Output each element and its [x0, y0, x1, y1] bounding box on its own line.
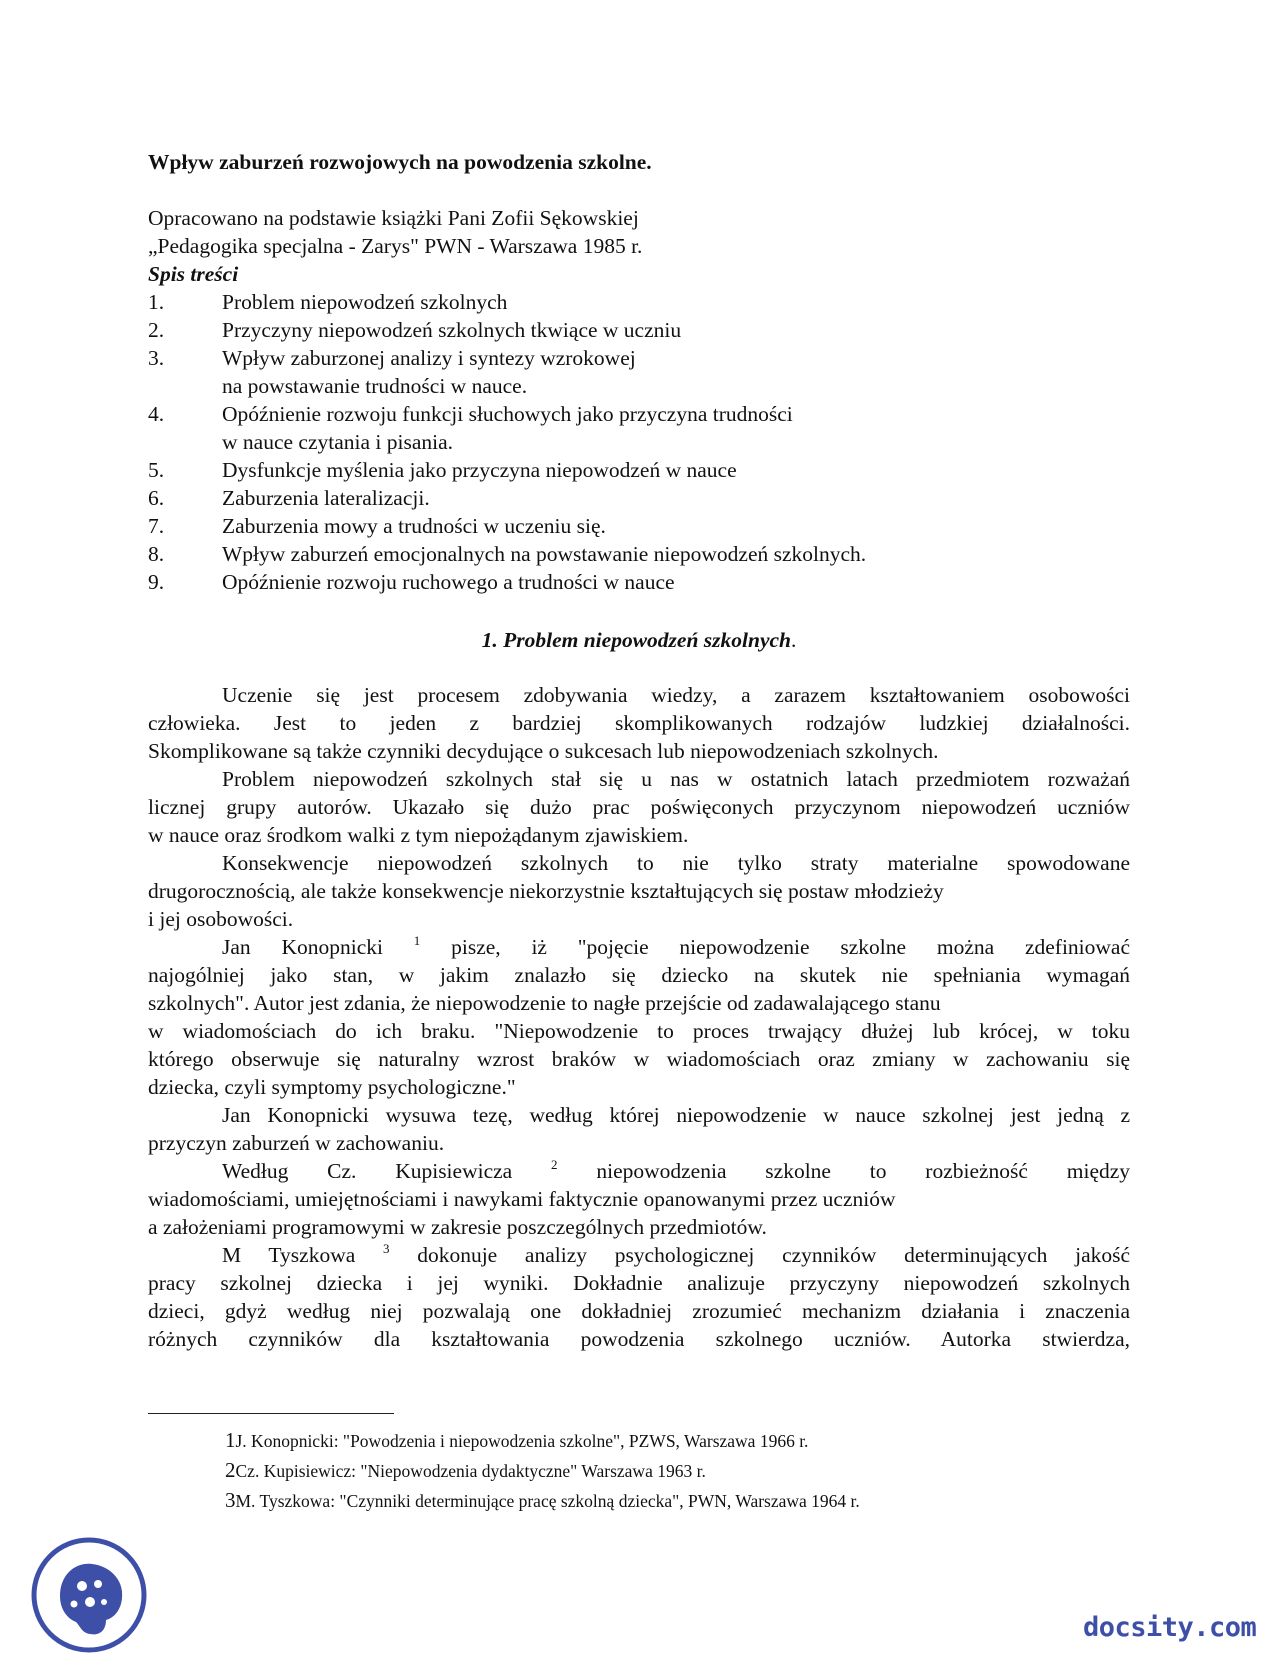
paragraph-line: człowieka. Jest to jeden z bardziej skomplikowanych rodzajów ludzkiej działalności. — [148, 711, 1130, 735]
paragraph — [148, 849, 1130, 933]
toc-item-number: 1. — [148, 290, 165, 314]
toc-item — [148, 456, 1130, 484]
paragraph — [148, 1157, 1130, 1241]
toc-item-line: w nauce czytania i pisania. — [222, 430, 454, 454]
footnote — [225, 1486, 860, 1516]
document-body — [148, 148, 1130, 1353]
table-of-contents — [148, 288, 1130, 596]
paragraph-line: przyczyn zaburzeń w zachowaniu. — [148, 1131, 445, 1155]
toc-item-number: 2. — [148, 318, 165, 342]
paragraph-line: Jan Konopnicki wysuwa tezę, według której niepowodzenie w nauce szkolnej jest jedną z — [222, 1103, 1130, 1127]
section-body — [148, 681, 1130, 1353]
docsity-watermark: docsity.com — [1083, 1612, 1257, 1643]
footnote — [225, 1426, 860, 1456]
paragraph-line: licznej grupy autorów. Ukazało się dużo prac poświęconych przyczynom niepowodzeń uczniów — [148, 795, 1130, 819]
footnote-number: 2 — [225, 1458, 236, 1482]
paragraph-line: wiadomościami, umiejętnościami i nawykami faktycznie opanowanymi przez uczniów — [148, 1187, 896, 1211]
toc-item-number: 7. — [148, 514, 165, 538]
paragraph-line: szkolnych". Autor jest zdania, że niepowodzenie to nagłe przejście od zadawalającego stanu — [148, 991, 941, 1015]
paragraph-line: różnych czynników dla kształtowania powodzenia szkolnego uczniów. Autorka stwierdza, — [148, 1327, 1130, 1351]
paragraph-line: którego obserwuje się naturalny wzrost braków w wiadomościach oraz zmiany w zachowaniu się — [148, 1047, 1130, 1071]
toc-item-label — [222, 540, 1130, 568]
paragraph-line-start: Według Cz. Kupisiewicza — [222, 1159, 513, 1183]
paragraph-line: pracy szkolnej dziecka i jej wyniki. Dokładnie analizuje przyczyny niepowodzeń szkolnych — [148, 1271, 1130, 1295]
toc-item-label — [222, 316, 1130, 344]
paragraph-line: w nauce oraz środkom walki z tym niepożądanym zjawiskiem. — [148, 823, 689, 847]
toc-item-number: 5. — [148, 458, 165, 482]
toc-item-line: Wpływ zaburzonej analizy i syntezy wzrokowej — [222, 346, 636, 370]
toc-item-line: Opóźnienie rozwoju funkcji słuchowych jako przyczyna trudności — [222, 402, 793, 426]
toc-item-line: na powstawanie trudności w nauce. — [222, 374, 528, 398]
toc-item-number: 9. — [148, 570, 165, 594]
paragraph-line: w wiadomościach do ich braku. "Niepowodzenie to proces trwający dłużej lub krócej, w toku — [148, 1019, 1130, 1043]
paragraph-line: i jej osobowości. — [148, 907, 294, 931]
paragraph-line: Uczenie się jest procesem zdobywania wiedzy, a zarazem kształtowaniem osobowości — [222, 683, 1130, 707]
toc-item-label — [222, 288, 1130, 316]
toc-item-number: 6. — [148, 486, 165, 510]
toc-item-line: Wpływ zaburzeń emocjonalnych na powstawanie niepowodzeń szkolnych. — [222, 542, 867, 566]
paragraph-line: dziecka, czyli symptomy psychologiczne." — [148, 1075, 516, 1099]
section-heading — [148, 626, 1130, 654]
toc-item-number: 8. — [148, 542, 165, 566]
toc-item-line: Przyczyny niepowodzeń szkolnych tkwiące w uczniu — [222, 318, 682, 342]
paragraph — [148, 933, 1130, 1101]
toc-item-line: Problem niepowodzeń szkolnych — [222, 290, 508, 314]
paragraph-line: a założeniami programowymi w zakresie poszczególnych przedmiotów. — [148, 1215, 767, 1239]
toc-item-label — [222, 512, 1130, 540]
footnote-ref[interactable]: 3 — [383, 1241, 390, 1256]
toc-item-number: 4. — [148, 402, 165, 426]
toc-item-line: Dysfunkcje myślenia jako przyczyna niepowodzeń w nauce — [222, 458, 737, 482]
docsity-logo-icon — [30, 1536, 148, 1654]
source-line-1: Opracowano na podstawie książki Pani Zofii Sękowskiej — [148, 206, 639, 230]
toc-item-line: Opóźnienie rozwoju ruchowego a trudności w nauce — [222, 570, 675, 594]
footnote — [225, 1456, 860, 1486]
footnote-number: 3 — [225, 1488, 236, 1512]
paragraph-line — [148, 1241, 1130, 1269]
paragraph-line: drugorocznością, ale także konsekwencje niekorzystnie kształtujących się postaw młodzieży — [148, 879, 944, 903]
source-note — [148, 204, 1130, 260]
paragraph — [148, 1101, 1130, 1157]
document-title: Wpływ zaburzeń rozwojowych na powodzenia szkolne. — [148, 150, 652, 174]
toc-item-label — [222, 400, 1130, 456]
toc-item-label — [222, 456, 1130, 484]
footnotes — [225, 1426, 860, 1516]
toc-item-label — [222, 344, 1130, 400]
paragraph — [148, 765, 1130, 849]
toc-item — [148, 540, 1130, 568]
toc-item-line: Zaburzenia lateralizacji. — [222, 486, 430, 510]
toc-item-number: 3. — [148, 346, 165, 370]
paragraph-line: najogólniej jako stan, w jakim znalazło się dziecko na skutek nie spełniania wymagań — [148, 963, 1130, 987]
paragraph-line-start: Jan Konopnicki — [222, 935, 383, 959]
paragraph-line: dzieci, gdyż według niej pozwalają one dokładniej zrozumieć mechanizm działania i znaczenia — [148, 1299, 1130, 1323]
footnote-ref[interactable]: 1 — [413, 933, 421, 948]
paragraph-line: Skomplikowane są także czynniki decydujące o sukcesach lub niepowodzeniach szkolnych. — [148, 739, 939, 763]
toc-heading: Spis treści — [148, 262, 239, 286]
paragraph-line — [148, 933, 1130, 961]
toc-item — [148, 484, 1130, 512]
paragraph-line — [148, 1157, 1130, 1185]
footnote-text: M. Tyszkowa: "Czynniki determinujące pracę szkolną dziecka", PWN, Warszawa 1964 r. — [235, 1491, 860, 1511]
toc-item — [148, 568, 1130, 596]
section-heading-text: 1. Problem niepowodzeń szkolnych — [481, 628, 791, 652]
paragraph-line-rest: niepowodzenia szkolne to rozbieżność między — [596, 1159, 1131, 1183]
paragraph — [148, 681, 1130, 765]
footnote-number: 1 — [225, 1428, 236, 1452]
footnote-text: J. Konopnicki: "Powodzenia i niepowodzenia szkolne", PZWS, Warszawa 1966 r. — [235, 1431, 809, 1451]
toc-item — [148, 316, 1130, 344]
footnote-text: Cz. Kupisiewicz: "Niepowodzenia dydaktyczne" Warszawa 1963 r. — [235, 1461, 706, 1481]
toc-item — [148, 400, 1130, 456]
source-line-2: „Pedagogika specjalna - Zarys" PWN - Warszawa 1985 r. — [148, 234, 643, 258]
toc-item-label — [222, 484, 1130, 512]
toc-item-line: Zaburzenia mowy a trudności w uczeniu się. — [222, 514, 606, 538]
paragraph-line-rest: dokonuje analizy psychologicznej czynników determinujących jakość — [417, 1243, 1131, 1267]
toc-item — [148, 512, 1130, 540]
toc-item — [148, 344, 1130, 400]
toc-item — [148, 288, 1130, 316]
paragraph-line-rest: pisze, iż "pojęcie niepowodzenie szkolne można zdefiniować — [451, 935, 1131, 959]
footnote-ref[interactable]: 2 — [551, 1157, 558, 1172]
footnote-rule — [148, 1413, 394, 1414]
paragraph-line-start: M Tyszkowa — [222, 1243, 356, 1267]
paragraph — [148, 1241, 1130, 1353]
toc-item-label — [222, 568, 1130, 596]
paragraph-line: Konsekwencje niepowodzeń szkolnych to nie tylko straty materialne spowodowane — [222, 851, 1130, 875]
section-heading-dot: . — [791, 628, 797, 652]
paragraph-line: Problem niepowodzeń szkolnych stał się u nas w ostatnich latach przedmiotem rozważań — [222, 767, 1130, 791]
